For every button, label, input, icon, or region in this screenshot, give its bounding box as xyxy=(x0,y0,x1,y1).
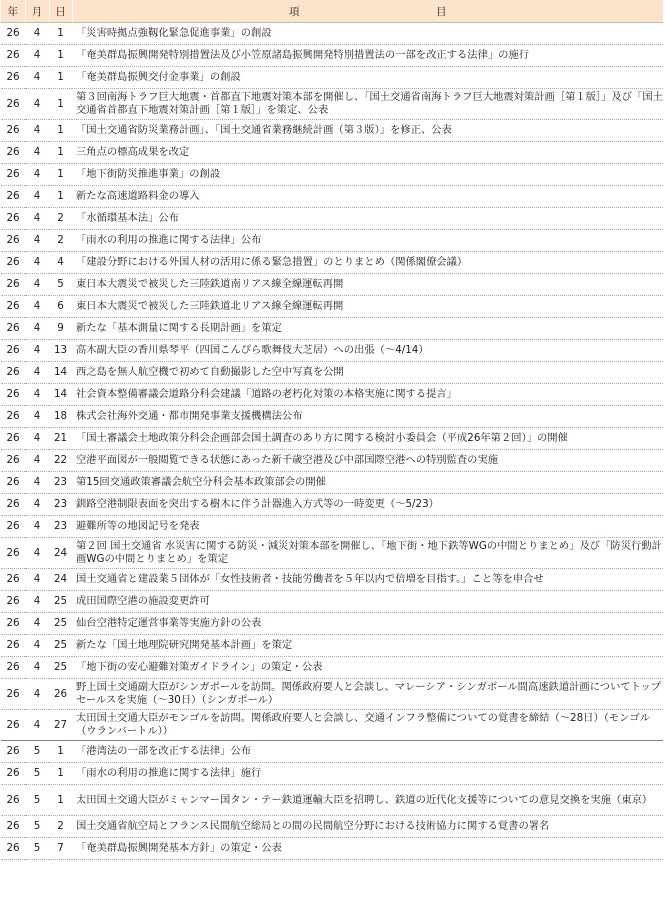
item-cell: 新たな高速道路料金の導入 xyxy=(72,186,663,208)
item-cell: 野上国土交通副大臣がシンガポールを訪問。関係政府要人と会談し、マレーシア・シンガポール間高速鉄道計画についてトップセールスを実施（～30日）（シンガポール） xyxy=(72,679,663,710)
year-cell: 26 xyxy=(1,613,25,635)
day-cell: 4 xyxy=(49,252,72,274)
item-cell: 釧路空港制限表面を突出する樹木に伴う計器進入方式等の一時変更（～5/23） xyxy=(72,494,663,516)
table-row xyxy=(1,186,663,208)
item-cell: 株式会社海外交通・都市開発事業支援機構法公布 xyxy=(72,406,663,428)
day-cell: 5 xyxy=(49,274,72,296)
month-cell: 4 xyxy=(25,230,49,252)
day-cell: 23 xyxy=(49,472,72,494)
day-cell: 9 xyxy=(49,318,72,340)
month-cell: 4 xyxy=(25,164,49,186)
table-row xyxy=(1,428,663,450)
day-cell: 1 xyxy=(49,23,72,45)
table-row xyxy=(1,120,663,142)
day-cell: 1 xyxy=(49,142,72,164)
year-cell: 26 xyxy=(1,635,25,657)
table-row xyxy=(1,318,663,340)
day-cell: 1 xyxy=(49,741,72,763)
month-cell: 4 xyxy=(25,186,49,208)
day-cell: 14 xyxy=(49,362,72,384)
year-cell: 26 xyxy=(1,679,25,710)
month-cell: 4 xyxy=(25,142,49,164)
day-cell: 26 xyxy=(49,679,72,710)
item-cell: 太田国土交通大臣がモンゴルを訪問。関係政府要人と会談し、交通インフラ整備についての覚書を締結（～28日）（モンゴル（ウランバートル）） xyxy=(72,710,663,741)
month-cell: 4 xyxy=(25,710,49,741)
table-row xyxy=(1,23,663,45)
year-cell: 26 xyxy=(1,450,25,472)
item-cell: 第２回 国土交通省 水災害に関する防災・減災対策本部を開催し、「地下街・地下鉄等WGの中間とりまとめ」及び「防災行動計画WGの中間とりまとめ」を策定 xyxy=(72,538,663,569)
day-cell: 1 xyxy=(49,45,72,67)
month-cell: 4 xyxy=(25,428,49,450)
item-cell: 「建設分野における外国人材の活用に係る緊急措置」のとりまとめ（関係閣僚会議） xyxy=(72,252,663,274)
table-body xyxy=(1,23,663,860)
table-row xyxy=(1,450,663,472)
table-row xyxy=(1,296,663,318)
table-row xyxy=(1,591,663,613)
day-cell: 1 xyxy=(49,120,72,142)
item-cell: 社会資本整備審議会道路分科会建議「道路の老朽化対策の本格実施に関する提言」 xyxy=(72,384,663,406)
month-cell: 4 xyxy=(25,362,49,384)
day-cell: 25 xyxy=(49,591,72,613)
day-cell: 1 xyxy=(49,67,72,89)
table-row xyxy=(1,208,663,230)
table-row xyxy=(1,635,663,657)
item-cell: 「奄美群島振興開発特別措置法及び小笠原諸島振興開発特別措置法の一部を改正する法律」の施行 xyxy=(72,45,663,67)
month-cell: 4 xyxy=(25,274,49,296)
item-cell: 西之島を無人航空機で初めて自動撮影した空中写真を公開 xyxy=(72,362,663,384)
year-cell: 26 xyxy=(1,472,25,494)
item-cell: 「地下街の安心避難対策ガイドライン」の策定・公表 xyxy=(72,657,663,679)
month-cell: 4 xyxy=(25,538,49,569)
year-cell: 26 xyxy=(1,318,25,340)
table-row xyxy=(1,657,663,679)
year-cell: 26 xyxy=(1,362,25,384)
item-cell: 仙台空港特定運営事業等実施方針の公表 xyxy=(72,613,663,635)
year-cell: 26 xyxy=(1,428,25,450)
month-cell: 4 xyxy=(25,679,49,710)
year-cell: 26 xyxy=(1,516,25,538)
table-row xyxy=(1,406,663,428)
item-cell: 「国土交通省防災業務計画」、「国土交通省業務継続計画（第３版）」を修正、公表 xyxy=(72,120,663,142)
day-cell: 21 xyxy=(49,428,72,450)
item-cell: 「奄美群島振興開発基本方針」の策定・公表 xyxy=(72,838,663,860)
day-cell: 13 xyxy=(49,340,72,362)
day-cell: 1 xyxy=(49,785,72,816)
year-cell: 26 xyxy=(1,296,25,318)
month-cell: 4 xyxy=(25,120,49,142)
year-cell: 26 xyxy=(1,816,25,838)
table-row xyxy=(1,67,663,89)
item-cell: 国土交通省と建設業５団体が「女性技術者・技能労働者を５年以内で倍増を目指す。」こと等を申合せ xyxy=(72,569,663,591)
month-cell: 4 xyxy=(25,252,49,274)
year-cell: 26 xyxy=(1,494,25,516)
month-cell: 4 xyxy=(25,472,49,494)
month-cell: 5 xyxy=(25,763,49,785)
item-cell: 「水循環基本法」公布 xyxy=(72,208,663,230)
item-cell: 国土交通省航空局とフランス民間航空総局との間の民間航空分野における技術協力に関する覚書の署名 xyxy=(72,816,663,838)
month-cell: 5 xyxy=(25,741,49,763)
item-cell: 成田国際空港の施設変更許可 xyxy=(72,591,663,613)
header-row xyxy=(1,0,663,23)
day-cell: 1 xyxy=(49,763,72,785)
item-cell: 第15回交通政策審議会航空分科会基本政策部会の開催 xyxy=(72,472,663,494)
day-cell: 25 xyxy=(49,635,72,657)
item-cell: 東日本大震災で被災した三陸鉄道南リアス線全線運転再開 xyxy=(72,274,663,296)
year-cell: 26 xyxy=(1,657,25,679)
day-cell: 14 xyxy=(49,384,72,406)
year-cell: 26 xyxy=(1,67,25,89)
day-cell: 27 xyxy=(49,710,72,741)
year-cell: 26 xyxy=(1,186,25,208)
item-cell: 「奄美群島振興交付金事業」の創設 xyxy=(72,67,663,89)
item-cell: 新たな「基本測量に関する長期計画」を策定 xyxy=(72,318,663,340)
item-cell: 高木副大臣の香川県琴平（四国こんぴら歌舞伎大芝居）への出張（～4/14） xyxy=(72,340,663,362)
month-cell: 4 xyxy=(25,516,49,538)
year-cell: 26 xyxy=(1,274,25,296)
month-cell: 5 xyxy=(25,838,49,860)
year-cell: 26 xyxy=(1,538,25,569)
month-cell: 4 xyxy=(25,450,49,472)
table-row xyxy=(1,785,663,816)
year-cell: 26 xyxy=(1,164,25,186)
item-cell: 「災害時拠点強靱化緊急促進事業」の創設 xyxy=(72,23,663,45)
table-row xyxy=(1,538,663,569)
day-cell: 23 xyxy=(49,516,72,538)
table-row xyxy=(1,230,663,252)
item-cell: 「地下街防災推進事業」の創設 xyxy=(72,164,663,186)
month-cell: 4 xyxy=(25,340,49,362)
day-cell: 2 xyxy=(49,208,72,230)
table-row xyxy=(1,252,663,274)
year-cell: 26 xyxy=(1,45,25,67)
item-cell: 第３回南海トラフ巨大地震・首都直下地震対策本部を開催し、「国土交通省南海トラフ巨大地震対策計画［第１版］」及び「国土交通省首都直下地震対策計画［第１版］」を策定、公表 xyxy=(72,89,663,120)
year-cell: 26 xyxy=(1,710,25,741)
month-cell: 4 xyxy=(25,89,49,120)
year-cell: 26 xyxy=(1,838,25,860)
table-row xyxy=(1,613,663,635)
year-cell: 26 xyxy=(1,785,25,816)
header-year: 年 xyxy=(1,0,25,23)
month-cell: 4 xyxy=(25,45,49,67)
day-cell: 25 xyxy=(49,657,72,679)
table-row xyxy=(1,362,663,384)
day-cell: 24 xyxy=(49,538,72,569)
year-cell: 26 xyxy=(1,252,25,274)
table-row xyxy=(1,679,663,710)
month-cell: 4 xyxy=(25,296,49,318)
table-row xyxy=(1,816,663,838)
year-cell: 26 xyxy=(1,208,25,230)
table-row xyxy=(1,89,663,120)
day-cell: 24 xyxy=(49,569,72,591)
table-row xyxy=(1,494,663,516)
day-cell: 1 xyxy=(49,164,72,186)
day-cell: 25 xyxy=(49,613,72,635)
header-day: 日 xyxy=(49,0,72,23)
year-cell: 26 xyxy=(1,89,25,120)
month-cell: 4 xyxy=(25,613,49,635)
table-row xyxy=(1,516,663,538)
day-cell: 7 xyxy=(49,838,72,860)
year-cell: 26 xyxy=(1,591,25,613)
item-cell: 「雨水の利用の推進に関する法律」公布 xyxy=(72,230,663,252)
year-cell: 26 xyxy=(1,23,25,45)
item-cell: 「港湾法の一部を改正する法律」公布 xyxy=(72,741,663,763)
year-cell: 26 xyxy=(1,763,25,785)
month-cell: 5 xyxy=(25,816,49,838)
table-row xyxy=(1,340,663,362)
day-cell: 1 xyxy=(49,89,72,120)
header-month: 月 xyxy=(25,0,49,23)
year-cell: 26 xyxy=(1,741,25,763)
table-row xyxy=(1,384,663,406)
item-cell: 三角点の標高成果を改定 xyxy=(72,142,663,164)
day-cell: 1 xyxy=(49,186,72,208)
table-row xyxy=(1,838,663,860)
table-row xyxy=(1,710,663,741)
month-cell: 4 xyxy=(25,67,49,89)
year-cell: 26 xyxy=(1,340,25,362)
day-cell: 6 xyxy=(49,296,72,318)
table-row xyxy=(1,45,663,67)
table-row xyxy=(1,142,663,164)
item-cell: 東日本大震災で被災した三陸鉄道北リアス線全線運転再開 xyxy=(72,296,663,318)
year-cell: 26 xyxy=(1,230,25,252)
header-item: 項 目 xyxy=(72,0,663,23)
month-cell: 4 xyxy=(25,318,49,340)
item-cell: 太田国土交通大臣がミャンマー国タン・テー鉄道運輸大臣を招聘し、鉄道の近代化支援等についての意見交換を実施（東京） xyxy=(72,785,663,816)
day-cell: 2 xyxy=(49,816,72,838)
year-cell: 26 xyxy=(1,384,25,406)
day-cell: 23 xyxy=(49,494,72,516)
chronology-table xyxy=(1,0,663,860)
month-cell: 4 xyxy=(25,494,49,516)
year-cell: 26 xyxy=(1,142,25,164)
month-cell: 4 xyxy=(25,569,49,591)
table-row xyxy=(1,164,663,186)
year-cell: 26 xyxy=(1,120,25,142)
item-cell: 空港平面図が一般閲覧できる状態にあった新千歳空港及び中部国際空港への特別監査の実施 xyxy=(72,450,663,472)
month-cell: 4 xyxy=(25,657,49,679)
item-cell: 避難所等の地図記号を発表 xyxy=(72,516,663,538)
month-cell: 4 xyxy=(25,591,49,613)
table-row xyxy=(1,274,663,296)
month-cell: 5 xyxy=(25,785,49,816)
month-cell: 4 xyxy=(25,208,49,230)
item-cell: 新たな「国土地理院研究開発基本計画」を策定 xyxy=(72,635,663,657)
table-row xyxy=(1,472,663,494)
month-cell: 4 xyxy=(25,384,49,406)
month-cell: 4 xyxy=(25,23,49,45)
item-cell: 「国土審議会土地政策分科会企画部会国土調査のあり方に関する検討小委員会（平成26年第２回）」の開催 xyxy=(72,428,663,450)
item-cell: 「雨水の利用の推進に関する法律」施行 xyxy=(72,763,663,785)
table-row xyxy=(1,741,663,763)
year-cell: 26 xyxy=(1,406,25,428)
month-cell: 4 xyxy=(25,635,49,657)
day-cell: 2 xyxy=(49,230,72,252)
table-row xyxy=(1,763,663,785)
table-row xyxy=(1,569,663,591)
day-cell: 22 xyxy=(49,450,72,472)
day-cell: 18 xyxy=(49,406,72,428)
month-cell: 4 xyxy=(25,406,49,428)
year-cell: 26 xyxy=(1,569,25,591)
